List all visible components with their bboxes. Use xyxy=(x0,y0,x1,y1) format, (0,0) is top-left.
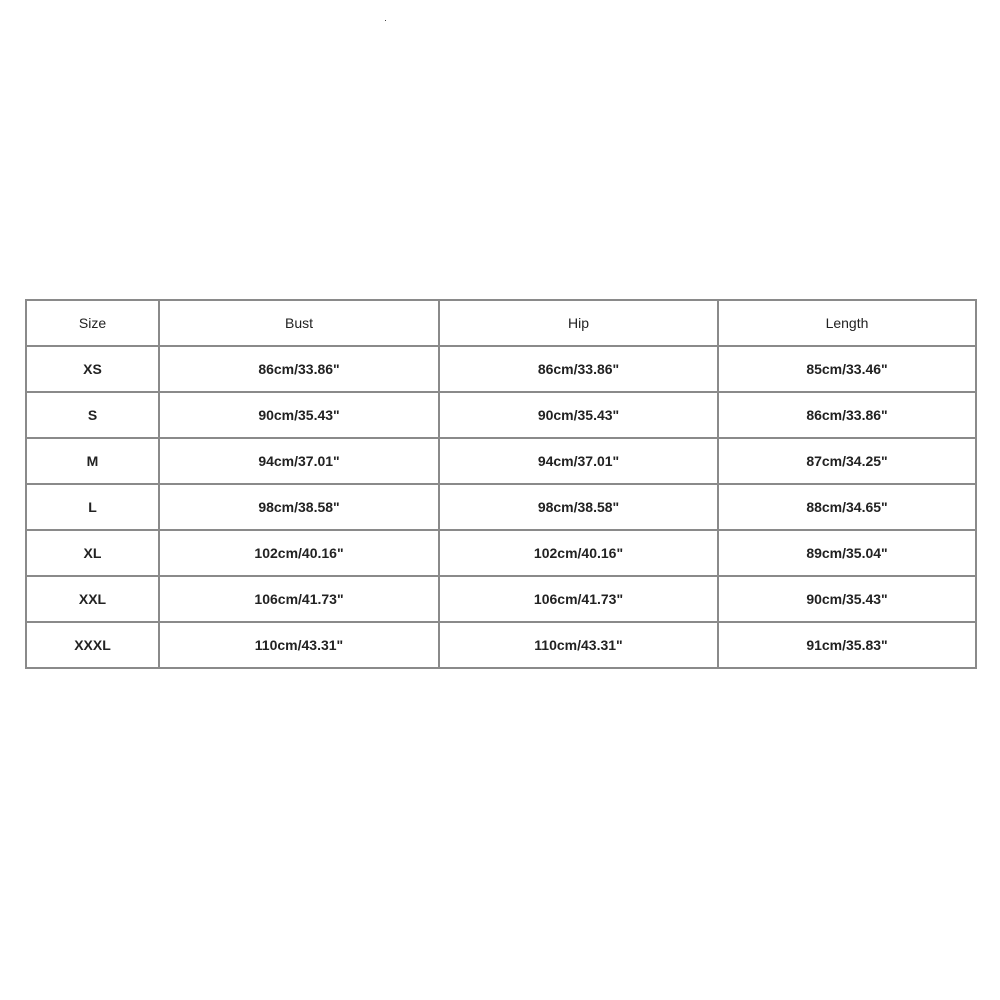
hip-cell: 110cm/43.31" xyxy=(439,622,718,668)
size-cell: XXXL xyxy=(26,622,159,668)
header-hip: Hip xyxy=(439,300,718,346)
header-length: Length xyxy=(718,300,976,346)
length-cell: 85cm/33.46" xyxy=(718,346,976,392)
size-cell: M xyxy=(26,438,159,484)
length-cell: 87cm/34.25" xyxy=(718,438,976,484)
header-bust: Bust xyxy=(159,300,439,346)
header-row xyxy=(26,300,976,346)
table-row xyxy=(26,346,976,392)
length-cell: 91cm/35.83" xyxy=(718,622,976,668)
hip-cell: 86cm/33.86" xyxy=(439,346,718,392)
table-row xyxy=(26,622,976,668)
length-cell: 90cm/35.43" xyxy=(718,576,976,622)
stray-dot xyxy=(385,20,386,21)
header-size: Size xyxy=(26,300,159,346)
table-row xyxy=(26,438,976,484)
bust-cell: 106cm/41.73" xyxy=(159,576,439,622)
table-row xyxy=(26,530,976,576)
hip-cell: 98cm/38.58" xyxy=(439,484,718,530)
size-chart-table xyxy=(25,299,977,669)
size-cell: XXL xyxy=(26,576,159,622)
table-row xyxy=(26,576,976,622)
hip-cell: 102cm/40.16" xyxy=(439,530,718,576)
table-row xyxy=(26,484,976,530)
hip-cell: 90cm/35.43" xyxy=(439,392,718,438)
bust-cell: 110cm/43.31" xyxy=(159,622,439,668)
length-cell: 86cm/33.86" xyxy=(718,392,976,438)
size-cell: L xyxy=(26,484,159,530)
bust-cell: 86cm/33.86" xyxy=(159,346,439,392)
hip-cell: 94cm/37.01" xyxy=(439,438,718,484)
bust-cell: 98cm/38.58" xyxy=(159,484,439,530)
table-row xyxy=(26,392,976,438)
size-cell: XL xyxy=(26,530,159,576)
length-cell: 88cm/34.65" xyxy=(718,484,976,530)
bust-cell: 102cm/40.16" xyxy=(159,530,439,576)
bust-cell: 90cm/35.43" xyxy=(159,392,439,438)
length-cell: 89cm/35.04" xyxy=(718,530,976,576)
hip-cell: 106cm/41.73" xyxy=(439,576,718,622)
bust-cell: 94cm/37.01" xyxy=(159,438,439,484)
size-cell: S xyxy=(26,392,159,438)
size-cell: XS xyxy=(26,346,159,392)
